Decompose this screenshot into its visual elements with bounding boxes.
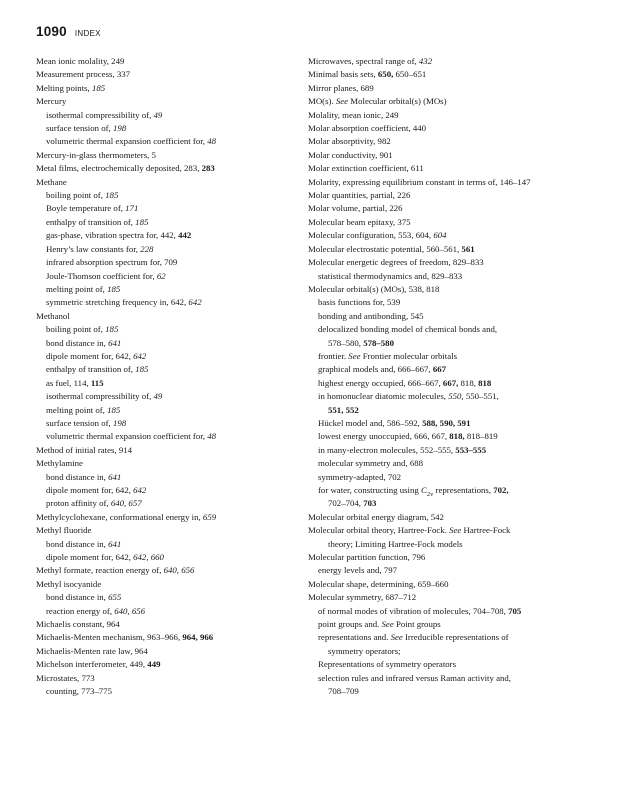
index-entry-segment: graphical models and, 666–667, [318, 364, 433, 375]
index-entry [36, 377, 298, 390]
index-entry-segment: 642, 660 [133, 552, 164, 563]
index-entry-segment: 640, 657 [110, 498, 142, 509]
index-entry-segment: Melting points, [36, 82, 92, 93]
index-entry-segment: bond distance in, [46, 538, 109, 549]
index-entry [36, 216, 298, 229]
index-entry [36, 310, 298, 323]
index-entry-segment: as fuel, 114, [46, 377, 91, 388]
index-entry [308, 109, 598, 122]
index-entry [308, 256, 598, 269]
index-entry [36, 337, 298, 350]
index-entry-segment: 2v [426, 490, 434, 498]
index-entry-segment: point groups and. [318, 619, 382, 630]
index-entry-segment: 964, 966 [182, 632, 214, 643]
index-entry-segment: 818, [458, 377, 479, 388]
index-entry-segment: enthalpy of transition of, [46, 216, 136, 227]
index-entry [308, 564, 598, 577]
page-header [36, 24, 101, 39]
index-entry-segment: Methane [36, 176, 67, 187]
index-entry-segment: 48 [207, 136, 216, 147]
index-entry [36, 578, 298, 591]
index-entry [308, 82, 598, 95]
index-entry [308, 618, 598, 631]
index-entry-segment: 115 [90, 377, 104, 388]
index-entry [308, 202, 598, 215]
index-entry [36, 243, 298, 256]
index-entry [308, 390, 598, 403]
index-entry-segment: counting, 773–775 [46, 686, 112, 697]
index-entry-segment: 708–709 [328, 686, 359, 697]
index-entry-segment: of normal modes of vibration of molecules, 704–708, [318, 605, 509, 616]
index-entry-segment: Methyl formate, reaction energy of, [36, 565, 164, 576]
index-entry-segment: dipole moment for, 642, [46, 552, 134, 563]
index-column-right [308, 55, 598, 699]
index-entry-segment: symmetry operators; [328, 645, 401, 656]
index-entry-segment: 185 [135, 364, 149, 375]
index-entry-segment: Molar extinction coefficient, 611 [308, 163, 424, 174]
index-entry-segment: 702–704, [328, 498, 364, 509]
index-entry-segment: 185 [107, 283, 121, 294]
index-entry [308, 444, 598, 457]
index-entry-segment: gas-phase, vibration spectra for, 442, [46, 230, 179, 241]
index-entry [36, 229, 298, 242]
index-entry-segment: 640, 656 [163, 565, 195, 576]
index-entry-segment: Frontier molecular orbitals [360, 350, 458, 361]
index-entry [36, 256, 298, 269]
index-entry-segment: selection rules and infrared versus Raman activity and, [318, 672, 511, 683]
index-entry [308, 323, 598, 336]
index-entry-segment: 667 [432, 364, 447, 375]
index-entry-segment: representations and. [318, 632, 391, 643]
index-entry-segment: Michaelis-Menten rate law, 964 [36, 645, 148, 656]
index-entry-segment: Michaelis constant, 964 [36, 619, 120, 630]
index-entry-segment: symmetric stretching frequency in, 642, [46, 297, 189, 308]
index-entry-segment: Henry’s law constants for, [46, 243, 141, 254]
index-entry [36, 283, 298, 296]
index-entry [308, 551, 598, 564]
index-entry [308, 645, 598, 658]
index-entry-segment: isothermal compressibility of, [46, 391, 154, 402]
index-entry-segment: melting point of, [46, 283, 108, 294]
index-entry-segment: melting point of, [46, 404, 108, 415]
index-entry [36, 484, 298, 497]
index-entry-segment: delocalized bonding model of chemical bonds and, [318, 324, 498, 335]
index-entry-segment: 702, [493, 485, 509, 495]
index-entry [36, 417, 298, 430]
index-entry [308, 377, 598, 390]
index-entry [308, 135, 598, 148]
index-entry-segment: bond distance in, [46, 337, 109, 348]
index-entry-segment: 604 [433, 230, 447, 241]
index-entry [308, 363, 598, 376]
index-entry-segment: Molar absorption coefficient, 440 [308, 123, 427, 134]
index-entry [36, 350, 298, 363]
index-entry-segment: See [381, 619, 394, 630]
index-entry [36, 135, 298, 148]
index-entry-segment: lowest energy unoccupied, 666, 667, [318, 431, 450, 442]
index-entry-segment: 198 [112, 123, 127, 134]
index-entry-segment: bond distance in, [46, 471, 109, 482]
index-entry-segment: Molar volume, partial, 226 [308, 203, 403, 214]
index-entry-segment: Molecular orbital(s) (MOs), 538, 818 [308, 283, 440, 294]
index-entry-segment: Irreducible representations of [402, 632, 509, 643]
index-entry-segment: See [449, 525, 462, 536]
index-entry [36, 645, 298, 658]
index-entry-segment: 641 [108, 471, 122, 482]
index-entry [36, 323, 298, 336]
index-entry-segment: dipole moment for, 642, [46, 485, 134, 495]
index-entry [36, 430, 298, 443]
index-entry [308, 404, 598, 417]
index-entry-segment: 818 [478, 377, 492, 388]
index-entry-segment: Mirror planes, 689 [308, 82, 374, 93]
index-entry-segment: for water, constructing using [318, 485, 421, 495]
index-entry-segment: in homonuclear diatomic molecules, [318, 391, 449, 402]
index-entry [308, 672, 598, 685]
index-entry-segment: See [348, 350, 361, 361]
index-entry-segment: Molecular shape, determining, 659–660 [308, 578, 449, 589]
index-entry-segment: dipole moment for, 642, [46, 350, 134, 361]
index-entry-segment: 198 [112, 417, 127, 428]
index-entry-segment: MO(s). [308, 96, 336, 107]
index-entry-segment: 659 [202, 511, 217, 522]
index-entry-segment: 642 [188, 297, 202, 308]
index-entry [308, 337, 598, 350]
index-entry-segment: surface tension of, [46, 417, 113, 428]
index-entry-segment: 588, 590, 591 [422, 417, 471, 428]
index-entry-segment: molecular symmetry and, 688 [318, 458, 424, 469]
index-entry [36, 202, 298, 215]
index-entry [36, 591, 298, 604]
index-entry-segment: Point groups [393, 619, 441, 630]
index-entry [36, 122, 298, 135]
index-entry [36, 457, 298, 470]
index-entry-segment: Molarity, expressing equilibrium constant in terms of, 146–147 [308, 176, 531, 187]
index-entry [308, 658, 598, 671]
index-entry [36, 109, 298, 122]
index-entry-segment: enthalpy of transition of, [46, 364, 136, 375]
index-entry [36, 404, 298, 417]
index-entry [308, 55, 598, 68]
index-entry [308, 591, 598, 604]
index-entry [308, 189, 598, 202]
index-entry [308, 497, 598, 510]
index-entry [308, 216, 598, 229]
index-entry [308, 310, 598, 323]
index-entry [308, 270, 598, 283]
index-entry-segment: Minimal basis sets, [308, 69, 378, 80]
index-entry-segment: Measurement process, 337 [36, 69, 131, 80]
index-entry-segment: Michaelis-Menten mechanism, 963–966, [36, 632, 183, 643]
index-entry-segment: 818, [449, 431, 465, 442]
index-entry [36, 162, 298, 175]
index-entry-segment: Molecular orbital theory, Hartree-Fock. [308, 525, 450, 536]
index-entry-segment: Mean ionic molality, 249 [36, 56, 125, 66]
index-entry-segment: 642 [133, 350, 147, 361]
index-entry-segment: Molality, mean ionic, 249 [308, 109, 399, 120]
index-entry [36, 390, 298, 403]
index-entry-segment: 185 [135, 216, 149, 227]
index-entry [308, 350, 598, 363]
index-entry-segment: Joule-Thomson coefficient for, [46, 270, 157, 281]
index-entry-segment: 650, [377, 69, 394, 80]
index-entry-segment: 228 [140, 243, 154, 254]
index-entry [36, 605, 298, 618]
index-entry-segment: Molecular symmetry, 687–712 [308, 592, 417, 603]
index-entry-segment: 551, 552 [328, 404, 359, 415]
index-entry-segment: boiling point of, [46, 190, 106, 201]
index-entry [36, 471, 298, 484]
index-entry-segment: 283 [201, 163, 215, 174]
index-entry [36, 270, 298, 283]
index-entry-segment: volumetric thermal expansion coefficient for, [46, 136, 208, 147]
index-entry-segment: 185 [105, 190, 119, 201]
index-entry-segment: Molar quantities, partial, 226 [308, 190, 411, 201]
index-entry-segment: energy levels and, 797 [318, 565, 397, 576]
index-entry-segment: 642 [133, 485, 147, 495]
index-entry-segment: 185 [91, 82, 106, 93]
index-entry [36, 538, 298, 551]
index-entry [308, 283, 598, 296]
index-entry-segment: Mercury [36, 96, 67, 107]
index-entry-segment: Method of initial rates, 914 [36, 444, 133, 455]
index-entry-segment: Molecular configuration, 553, 604, [308, 230, 434, 241]
index-entry-segment: Molar conductivity, 901 [308, 149, 393, 160]
index-entry [308, 296, 598, 309]
index-entry-segment: 449 [147, 659, 161, 670]
index-entry [36, 444, 298, 457]
index-entry-segment: See [390, 632, 403, 643]
index-entry [308, 229, 598, 242]
index-entry-segment: 550, [448, 391, 464, 402]
index-entry-segment: Molecular orbital energy diagram, 542 [308, 511, 444, 522]
index-entry-segment: 171 [125, 203, 139, 214]
index-entry [36, 176, 298, 189]
index-entry-segment: Mercury-in-glass thermometers, 5 [36, 149, 156, 160]
index-entry [308, 162, 598, 175]
index-entry-segment: 641 [108, 538, 122, 549]
index-entry-segment: Boyle temperature of, [46, 203, 126, 214]
index-entry-segment: Molecular electrostatic potential, 560–561, [308, 243, 462, 254]
index-entry [36, 511, 298, 524]
index-entry-segment: 667, [442, 377, 459, 388]
index-entry [308, 578, 598, 591]
index-entry-segment: See [335, 96, 349, 107]
index-entry-segment: 48 [207, 431, 216, 442]
index-entry [308, 631, 598, 644]
index-entry-segment: theory; Limiting Hartree-Fock models [328, 538, 463, 549]
running-head: INDEX [74, 29, 101, 38]
index-entry [36, 189, 298, 202]
index-entry-segment: proton affinity of, [46, 498, 111, 509]
index-entry [308, 457, 598, 470]
index-entry-segment: Methylcyclohexane, conformational energy in, [36, 511, 203, 522]
index-entry-segment: 650–651 [393, 69, 427, 80]
index-entry [36, 149, 298, 162]
index-entry [36, 685, 298, 698]
index-entry [308, 524, 598, 537]
index-entry-segment: infrared absorption spectrum for, 709 [46, 257, 178, 268]
index-entry-segment: highest energy occupied, 666–667, [318, 377, 443, 388]
index-entry-segment: Molecular partition function, 796 [308, 552, 426, 563]
index-entry [308, 243, 598, 256]
index-entry [308, 68, 598, 81]
index-entry [36, 497, 298, 510]
index-entry [36, 68, 298, 81]
index-entry-segment: volumetric thermal expansion coefficient for, [46, 431, 208, 442]
index-entry [308, 605, 598, 618]
index-entry-segment: 578–580, [328, 337, 364, 348]
index-entry-segment: 185 [105, 324, 119, 335]
index-entry-segment: basis functions for, 539 [318, 297, 401, 308]
index-entry [36, 631, 298, 644]
index-entry-segment: 818–819 [464, 431, 498, 442]
index-entry-segment: 561 [461, 243, 475, 254]
index-entry [36, 618, 298, 631]
index-entry [308, 471, 598, 484]
index-entry-segment: 185 [107, 404, 121, 415]
index-entry-segment: 553–555 [455, 444, 487, 455]
index-entry [308, 511, 598, 524]
index-entry-segment: Methyl isocyanide [36, 578, 102, 589]
index-entry-segment: frontier. [318, 350, 349, 361]
index-entry-segment: Metal films, electrochemically deposited, 283, [36, 163, 202, 174]
index-entry-segment: reaction energy of, [46, 605, 115, 616]
index-entry-segment: 49 [153, 109, 163, 120]
index-entry-segment: 578–580 [363, 337, 394, 348]
index-entry-segment: 62 [156, 270, 166, 281]
index-entry-segment: Molecular beam epitaxy, 375 [308, 216, 411, 227]
index-entry-segment: in many-electron molecules, 552–555, [318, 444, 456, 455]
index-entry-segment: Methylamine [36, 458, 83, 469]
index-entry [308, 176, 598, 189]
index-entry-segment: isothermal compressibility of, [46, 109, 154, 120]
index-entry-segment: representations, [433, 485, 494, 495]
index-entry [308, 149, 598, 162]
index-entry [308, 417, 598, 430]
index-entry-segment: boiling point of, [46, 324, 106, 335]
index-entry-segment: Hückel model and, 586–592, [318, 417, 423, 428]
page-number: 1090 [36, 24, 67, 39]
index-entry-segment: statistical thermodynamics and, 829–833 [318, 270, 463, 281]
index-entry [308, 484, 598, 497]
index-entry [36, 672, 298, 685]
index-entry [36, 95, 298, 108]
index-entry [36, 363, 298, 376]
index-entry-segment: Michelson interferometer, 449, [36, 659, 148, 670]
index-entry [308, 685, 598, 698]
index-entry-segment: C [421, 485, 427, 495]
index-entry-segment: Representations of symmetry operators [318, 659, 457, 670]
index-entry-segment: Methanol [36, 310, 70, 321]
index-entry-segment: 550–551, [463, 391, 499, 402]
index-entry-segment: 442 [178, 230, 192, 241]
index-entry [308, 122, 598, 135]
index-entry [308, 430, 598, 443]
index-entry-segment: Microstates, 773 [36, 672, 95, 683]
index-entry [36, 564, 298, 577]
index-entry-segment: 705 [508, 605, 522, 616]
index-entry-segment: Microwaves, spectral range of, [308, 56, 419, 66]
index-entry [36, 82, 298, 95]
index-entry-segment: surface tension of, [46, 123, 113, 134]
index-entry-segment: Molecular energetic degrees of freedom, 829–833 [308, 257, 484, 268]
index-column-left [36, 55, 298, 699]
index-entry-segment: symmetry-adapted, 702 [318, 471, 402, 482]
index-entry-segment: 640, 656 [114, 605, 146, 616]
index-entry-segment: 703 [363, 498, 377, 509]
index-entry [36, 551, 298, 564]
index-entry [36, 296, 298, 309]
index-entry-segment: 655 [108, 592, 122, 603]
index-entry-segment: Molecular orbital(s) (MOs) [348, 96, 447, 107]
index-entry [308, 95, 598, 108]
index-entry-segment: 641 [108, 337, 122, 348]
index-entry-segment: Molar absorptivity, 982 [308, 136, 391, 147]
index-entry [308, 538, 598, 551]
index-entry-segment: Hartree-Fock [461, 525, 511, 536]
index-entry-segment: 432 [418, 56, 433, 66]
index-entry-segment: Methyl fluoride [36, 525, 92, 536]
index-entry-segment: 49 [153, 391, 163, 402]
index-entry [36, 524, 298, 537]
index-entry-segment: bond distance in, [46, 592, 109, 603]
index-entry [36, 658, 298, 671]
index-entry [36, 55, 298, 68]
index-entry-segment: bonding and antibonding, 545 [318, 310, 424, 321]
